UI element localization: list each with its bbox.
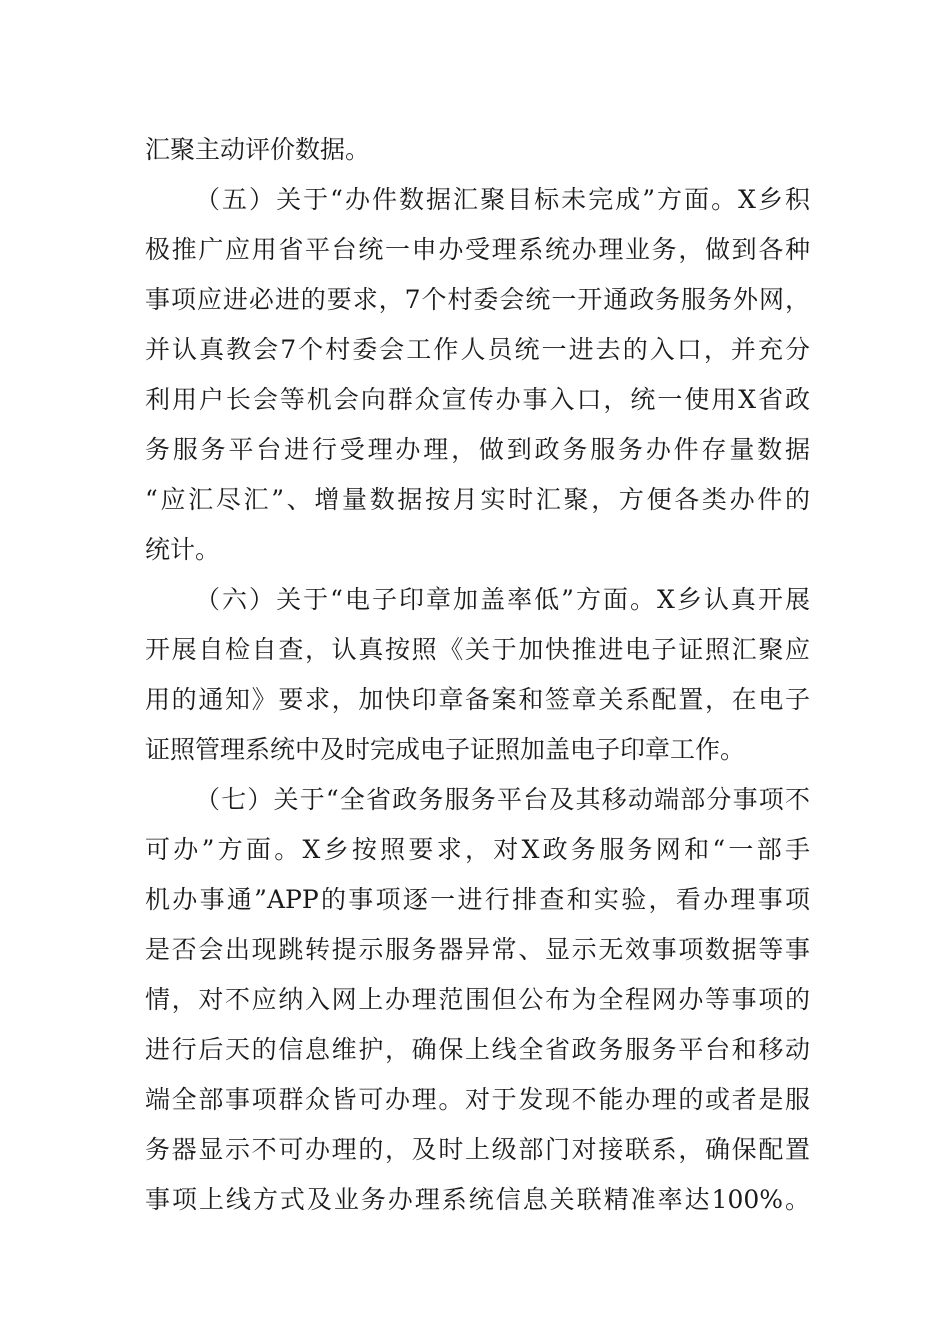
text-line: 用的通知》要求，加快印章备案和签章关系配置，在电子 [145, 685, 810, 714]
text-line: （六）关于“电子印章加盖率低”方面。X乡认真开展 [195, 585, 810, 614]
text-line: 统计。 [145, 535, 221, 564]
text-line: 可办”方面。X乡按照要求，对X政务服务网和“一部手 [145, 835, 810, 864]
text-line: 务器显示不可办理的，及时上级部门对接联系，确保配置 [145, 1135, 810, 1164]
text-line: 极推广应用省平台统一申办受理系统办理业务，做到各种 [145, 235, 810, 264]
text-line: （七）关于“全省政务服务平台及其移动端部分事项不 [195, 785, 810, 814]
text-line: 事项上线方式及业务办理系统信息关联精准率达100%。 [145, 1185, 810, 1214]
text-line: 利用户长会等机会向群众宣传办事入口，统一使用X省政 [145, 385, 810, 414]
text-line: “应汇尽汇”、增量数据按月实时汇聚，方便各类办件的 [145, 485, 810, 514]
text-line: 务服务平台进行受理办理，做到政务服务办件存量数据 [145, 435, 810, 464]
text-line: 事项应进必进的要求，7个村委会统一开通政务服务外网， [145, 285, 810, 314]
text-line: 进行后天的信息维护，确保上线全省政务服务平台和移动 [145, 1035, 810, 1064]
text-line: 汇聚主动评价数据。 [145, 135, 371, 164]
text-line: （五）关于“办件数据汇聚目标未完成”方面。X乡积 [195, 185, 810, 214]
text-line: 是否会出现跳转提示服务器异常、显示无效事项数据等事 [145, 935, 810, 964]
text-line: 并认真教会7个村委会工作人员统一进去的入口，并充分 [145, 335, 810, 364]
text-line: 机办事通”APP的事项逐一进行排查和实验，看办理事项 [145, 885, 810, 914]
text-line: 情，对不应纳入网上办理范围但公布为全程网办等事项的 [145, 985, 810, 1014]
text-line: 证照管理系统中及时完成电子证照加盖电子印章工作。 [145, 735, 746, 764]
text-line: 端全部事项群众皆可办理。对于发现不能办理的或者是服 [145, 1085, 810, 1114]
text-line: 开展自检自查，认真按照《关于加快推进电子证照汇聚应 [145, 635, 810, 664]
